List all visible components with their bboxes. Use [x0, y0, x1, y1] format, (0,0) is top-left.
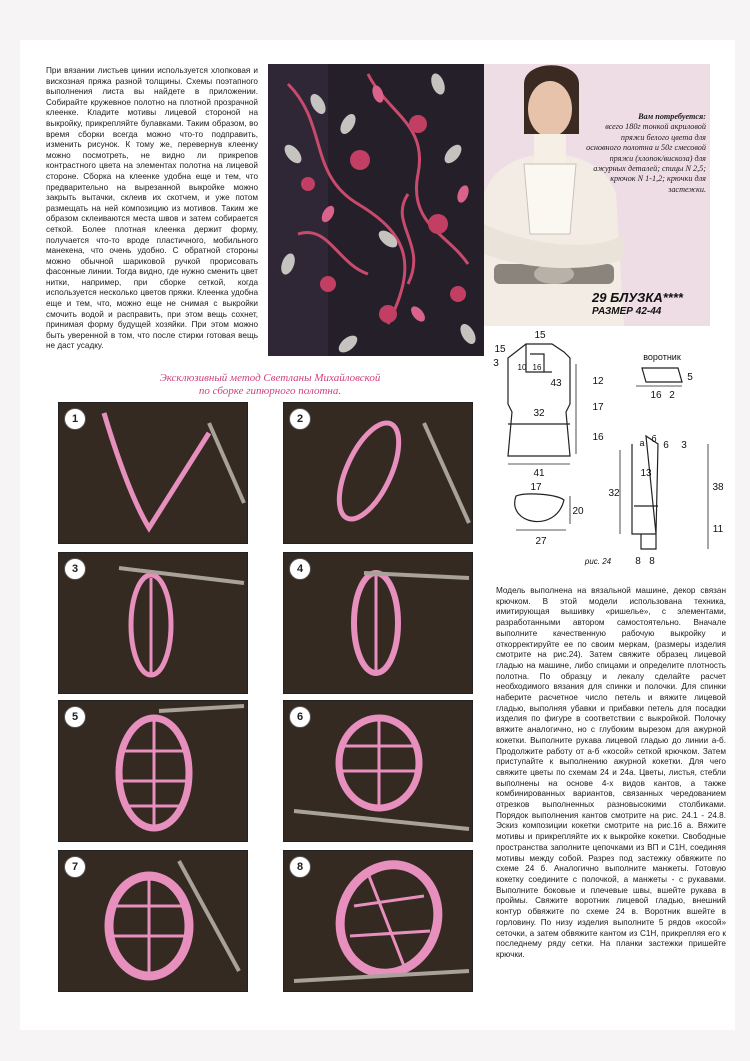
- step-number: 2: [289, 408, 311, 430]
- dim-label: 20: [572, 506, 584, 517]
- step-photo-1: [58, 402, 248, 544]
- materials-label: Вам потребуется:: [638, 112, 706, 121]
- dim-label: б: [651, 434, 657, 444]
- dim-label: 16: [592, 432, 604, 443]
- crochet-leaf-rows-illustration: [59, 553, 247, 693]
- crochet-leaf-mesh-illustration: [59, 701, 247, 841]
- dim-label: 17: [592, 402, 604, 413]
- dim-label: 16: [532, 363, 542, 372]
- materials-block: [586, 112, 706, 195]
- step-number: 5: [64, 706, 86, 728]
- dim-label: 32: [608, 488, 620, 499]
- dim-label: 15: [534, 330, 546, 341]
- figure-label: рис. 24: [584, 557, 612, 566]
- dim-label: 38: [712, 482, 724, 493]
- dim-label: 5: [687, 372, 693, 383]
- dim-label: 2: [669, 390, 675, 401]
- dim-label: 27: [535, 536, 547, 547]
- dim-label: 17: [530, 482, 542, 493]
- method-heading: [90, 372, 450, 398]
- crochet-leaf-finished-illustration: [284, 851, 472, 991]
- step-number: 4: [289, 558, 311, 580]
- crochet-leaf-mesh-illustration: [284, 701, 472, 841]
- intro-paragraph: При вязании листьев цинии используется хлопковая и вискозная пряжа разной толщины. Схемы поэтапного выполнения листа вы найдете в приложении. Собирайте кружевное полотно на плотной прозрачной клеенке. Кладите мотивы лицевой стороной на выкройку, прикрепляйте булавками. Таким образом, во время сборки всегда можно что-то подправить, изменить рисунок. К тому же, перевернув клеенку можно посмотреть, не видно ли прикрепов контрастного цвета на элементах полотна на лицевой стороне. Сборка на клеенке удобна еще и тем, что предварительно на вырезанной выкройке можно закрыть вытачки, склеив их скотчем, и уже потом размещать на ней композицию из мотивов. Таким же образом склеиваются места швов и затем собирается сеткой. Более плотная клеенка держит форму, получается что-то вроде пластичного, мобильного манекена, что очень удобно. С обратной стороны можно обычной шариковой ручкой прорисовать фасонные линии. Тогда видно, где нужно сменить цвет нитки, например, при сборке сеткой, когда используется несколько цветов пряжи. Клеенка удобна еще и тем, что, можно еще не снимая с выкройки смочить водой и расправить, при этом вещь сохнет, принимая форму будущей хозяйки. При этом можно быть уверенной в том, что после стирки готовая вещь не даст усадку.: [46, 66, 258, 351]
- step-photo-7: [58, 850, 248, 992]
- crochet-chain-illustration: [59, 403, 247, 543]
- dim-label: 12: [592, 376, 604, 387]
- dim-label: 8: [649, 556, 655, 567]
- step-photo-5: [58, 700, 248, 842]
- model-title: 29 БЛУЗКА****: [592, 290, 683, 305]
- dim-label: 10: [517, 363, 527, 372]
- model-tag: [592, 290, 710, 320]
- collar-label: воротник: [643, 352, 681, 362]
- dim-label: 32: [533, 408, 545, 419]
- pattern-schema: [486, 324, 730, 586]
- lace-photo: [268, 64, 484, 356]
- dim-label: 6: [663, 440, 669, 451]
- method-heading-line1: Эксклюзивный метод Светланы Михайловской: [159, 372, 381, 384]
- crochet-leaf-rows-illustration: [284, 553, 472, 693]
- dim-label: 3: [681, 440, 687, 451]
- step-photo-8: [283, 850, 473, 992]
- step-number: 8: [289, 856, 311, 878]
- step-photo-3: [58, 552, 248, 694]
- dim-label: 16: [650, 390, 662, 401]
- step-photo-2: [283, 402, 473, 544]
- dim-label: 15: [494, 344, 506, 355]
- step-number: 6: [289, 706, 311, 728]
- step-photo-4: [283, 552, 473, 694]
- dim-label: 41: [533, 468, 545, 479]
- dim-label: 13: [640, 468, 652, 479]
- lace-illustration: [268, 64, 484, 356]
- dim-label: 3: [493, 358, 499, 369]
- dim-label: 43: [550, 378, 562, 389]
- materials-text: всего 180г тонкой акриловой пряжи белого цвета для основного полотна и 50г смесовой пряжи (хлопок/вискоза) для ажурных деталей; спицы N 2,5; крючок N 1-1,2; крючки для застежки.: [586, 122, 706, 194]
- dim-label: 11: [712, 524, 724, 535]
- step-photo-6: [283, 700, 473, 842]
- model-size: РАЗМЕР 42-44: [592, 306, 662, 317]
- dim-label: а: [639, 438, 645, 448]
- crochet-leaf-finished-illustration: [59, 851, 247, 991]
- method-heading-line2: по сборке гипюрного полотна.: [198, 385, 342, 397]
- pattern-diagram: [486, 324, 730, 586]
- step-number: 1: [64, 408, 86, 430]
- dim-label: 8: [635, 556, 641, 567]
- description-text: Модель выполнена на вязальной машине, декор связан крючком. В этой модели использована техника, имитирующая вышивку «ришелье», с элементами, разработанными автором самостоятельно. Вначале выполните качественную рабочую выкройку и откорректируйте ее по своим меркам, (размеры изделия смотрите на рис.24). Затем свяжите образец лицевой гладью на машине, либо спицами и определите плотность полотна. По образцу и лекалу сделайте расчет необходимого вязания для спинки и полочки. Для спинки наберите расчетное число петель и вяжите лицевой гладью, выполняя убавки и прибавки петель для посадки изделия по фигуре в соответствии с выкройкой. Полочку вяжите аналогично, но с глубоким вырезом для ажурной кокетки. Выполните рукава лицевой гладью до линии а-б. Продолжите работу от а-б «косой» сеткой крючком. Затем приступайте к выполнению ажурной кокетки. Для чего свяжите цветы по схемам 24 и 24а. Цветы, листья, стебли выполнены на основе 4-х видов кантов, а также комбинированных вариантов, связанных чередованием отрезков выполненных разновысокими столбиками. Порядок выполнения кантов смотрите на рис. 24.1 - 24.8. Эскиз композиции кокетки смотрите на рис.16 а. Вяжите мотивы и прикрепляйте их к выкройке кокетки. Свободные пространства заполните цепочками из ВП и С1Н, соединяя мотивы между собой. Разрез под застежку обвяжите по схеме 24 б. Аналогично выполните манжеты. Готовую кокетку соедините с полочкой, а манжеты - с рукавами. Выполните боковые и плечевые швы, вшейте рукава в проймы. Свяжите воротник лицевой гладью, внешний контур обвяжите по схеме 24 в. Воротник вшейте в горловину. По низу изделия выполните 5 рядов «косой» сеточки, а затем обвяжите кантом из С1Н, прикрепляя его к последнему ряду сетки. На планки застежки пришейте крючки.: [496, 586, 726, 959]
- step-number: 7: [64, 856, 86, 878]
- step-number: 3: [64, 558, 86, 580]
- crochet-leaf-outline-illustration: [284, 403, 472, 543]
